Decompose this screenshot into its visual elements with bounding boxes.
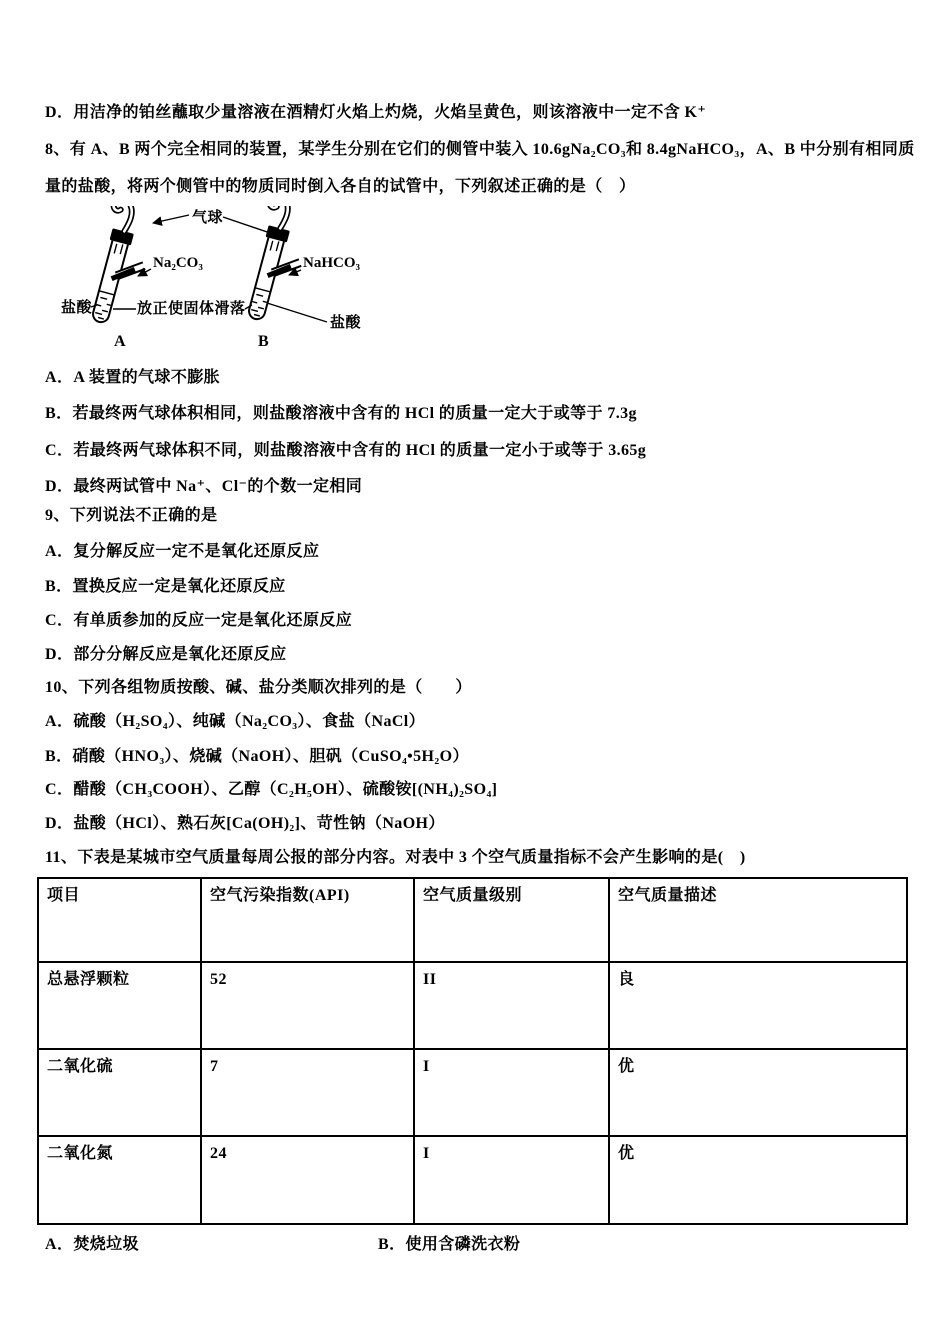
- cell-pollutant: 二氧化硫: [38, 1049, 201, 1136]
- tube-b-caption: B: [258, 333, 269, 350]
- cell-level: I: [414, 1136, 609, 1224]
- cell-api: 52: [201, 962, 414, 1049]
- cell-level: I: [414, 1049, 609, 1136]
- cell-description: 优: [609, 1049, 907, 1136]
- nahco3-label: NaHCO₃: [303, 255, 360, 271]
- q9-stem: 9、下列说法不正确的是: [45, 507, 218, 524]
- q8-option-b: B．若最终两气球体积相同，则盐酸溶液中含有的 HCl 的质量一定大于或等于 7.3g: [45, 405, 637, 422]
- q8-stem-line2: 量的盐酸，将两个侧管中的物质同时倒入各自的试管中，下列叙述正确的是（ ）: [45, 178, 636, 195]
- tube-a-caption: A: [114, 333, 126, 350]
- q11-stem: 11、下表是某城市空气质量每周公报的部分内容。对表中 3 个空气质量指标不会产生影响的是( ): [45, 849, 746, 866]
- header-item: 项目: [38, 878, 201, 962]
- acid-label-left: 盐酸: [61, 300, 93, 316]
- cell-pollutant: 总悬浮颗粒: [38, 962, 201, 1049]
- header-description: 空气质量描述: [609, 878, 907, 962]
- cell-pollutant: 二氧化氮: [38, 1136, 201, 1224]
- q8-option-d: D．最终两试管中 Na⁺、Cl⁻的个数一定相同: [45, 478, 363, 495]
- cell-api: 7: [201, 1049, 414, 1136]
- q10-option-d: D．盐酸（HCl）、熟石灰[Ca(OH)₂]、苛性钠（NaOH）: [45, 815, 445, 832]
- acid-label-right: 盐酸: [330, 315, 362, 331]
- q9-option-d: D．部分分解反应是氧化还原反应: [45, 646, 287, 663]
- q10-stem: 10、下列各组物质按酸、碱、盐分类顺次排列的是（ ）: [45, 679, 472, 696]
- table-header-row: [38, 878, 907, 962]
- q10-option-b: B．硝酸（HNO₃）、烧碱（NaOH）、胆矾（CuSO₄•5H₂O）: [45, 748, 469, 765]
- balloon-label: 气球: [192, 210, 224, 226]
- cell-description: 优: [609, 1136, 907, 1224]
- table-row: [38, 962, 907, 1049]
- q11-option-b: B．使用含磷洗衣粉: [378, 1236, 521, 1253]
- na2co3-label: Na₂CO₃: [153, 255, 203, 271]
- cell-api: 24: [201, 1136, 414, 1224]
- table-row: [38, 1136, 907, 1224]
- q10-option-c: C．醋酸（CH₃COOH）、乙醇（C₂H₅OH）、硫酸铵[(NH₄)₂SO₄]: [45, 781, 498, 798]
- air-quality-table: [37, 877, 908, 1225]
- q8-option-c: C．若最终两气球体积不同，则盐酸溶液中含有的 HCl 的质量一定小于或等于 3.65g: [45, 442, 647, 459]
- q9-option-a: A．复分解反应一定不是氧化还原反应: [45, 543, 320, 560]
- balloon-arrow-right: [223, 217, 276, 235]
- q9-option-b: B．置换反应一定是氧化还原反应: [45, 578, 286, 595]
- table-row: [38, 1049, 907, 1136]
- header-api: 空气污染指数(API): [201, 878, 414, 962]
- cell-description: 良: [609, 962, 907, 1049]
- header-level: 空气质量级别: [414, 878, 609, 962]
- q8-option-a: A．A 装置的气球不膨胀: [45, 369, 221, 386]
- cell-level: II: [414, 962, 609, 1049]
- q10-option-a: A．硫酸（H₂SO₄）、纯碱（Na₂CO₃）、食盐（NaCl）: [45, 713, 426, 730]
- q8-apparatus-diagram: [58, 206, 378, 358]
- q11-option-a: A．焚烧垃圾: [45, 1236, 139, 1253]
- middle-note-label: 放正使固体滑落: [137, 301, 246, 317]
- q7-option-d: D．用洁净的铂丝蘸取少量溶液在酒精灯火焰上灼烧，火焰呈黄色，则该溶液中一定不含 K⁺: [45, 104, 707, 121]
- q8-stem-line1: 8、有 A、B 两个完全相同的装置，某学生分别在它们的侧管中装入 10.6gNa₂CO₃和 8.4gNaHCO₃，A、B 中分别有相同质: [45, 141, 915, 158]
- balloon-arrow-left: [153, 215, 189, 223]
- q9-option-c: C．有单质参加的反应一定是氧化还原反应: [45, 612, 353, 629]
